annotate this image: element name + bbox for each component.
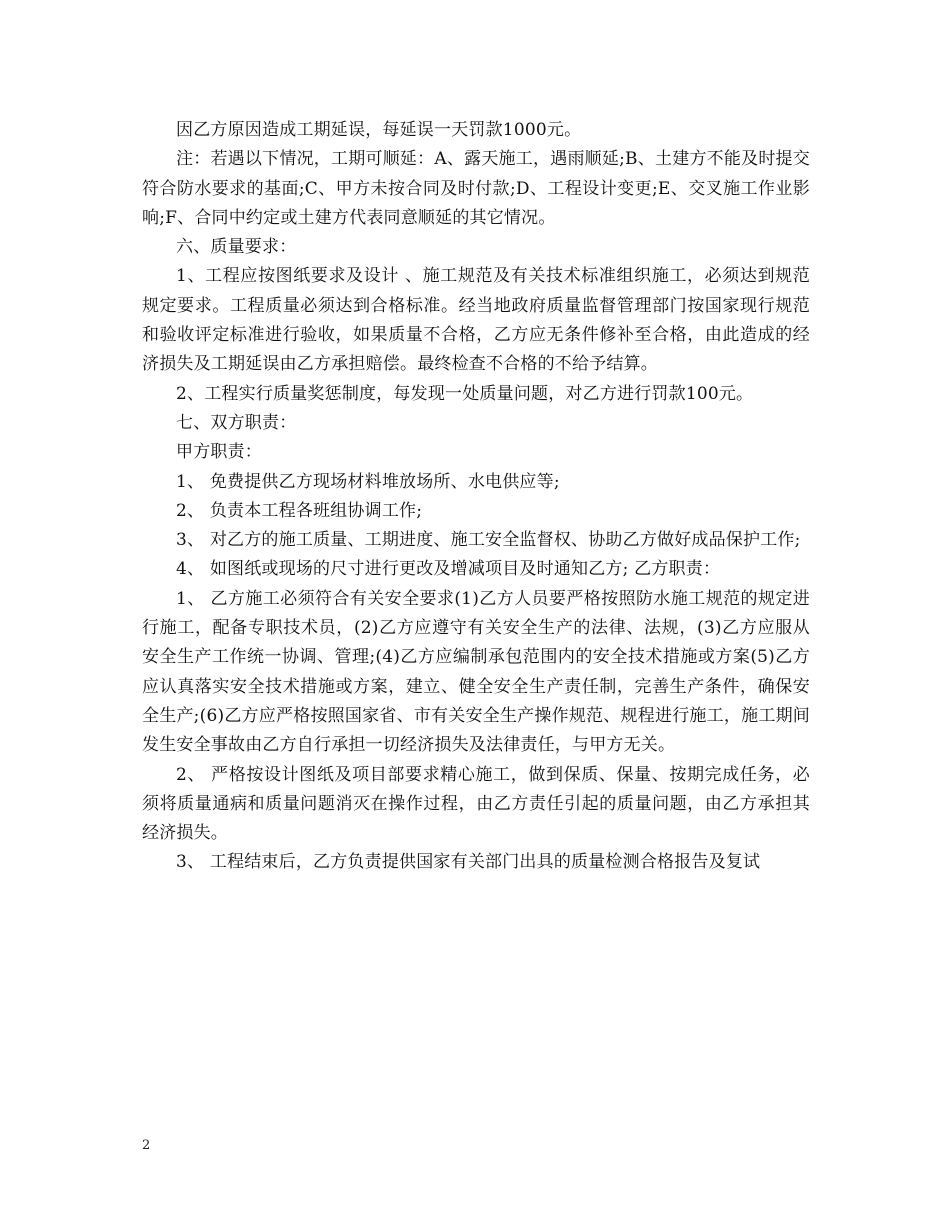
party-b-item-2: 2、 严格按设计图纸及项目部要求精心施工，做到保质、保量、按期完成任务，必须将质量通病和质量问题消灭在操作过程，由乙方责任引起的质量问题，由乙方承担其经济损失。 [142, 764, 810, 844]
document-body [142, 116, 810, 878]
subheading-party-a: 甲方职责： [176, 442, 262, 463]
paragraph-extension-note: 注：若遇以下情况，工期可顺延：A、露天施工，遇雨顺延;B、土建方不能及时提交符合防水要求的基面;C、甲方未按合同及时付款;D、工程设计变更;E、交叉施工作业影响;F、合同中约定或土建方代表同意顺延的其它情况。 [142, 149, 810, 228]
page-number: 2 [142, 1138, 151, 1153]
party-b-item-3: 3、 工程结束后，乙方负责提供国家有关部门出具的质量检测合格报告及复试 [176, 852, 761, 873]
party-a-item-1: 1、 免费提供乙方现场材料堆放场所、水电供应等; [176, 471, 560, 492]
paragraph-delay-penalty: 因乙方原因造成工期延误，每延误一天罚款1000元。 [176, 120, 582, 140]
section-heading-quality: 六、质量要求： [176, 237, 297, 258]
section-heading-responsibilities: 七、双方职责： [176, 412, 297, 433]
party-a-item-2: 2、 负责本工程各班组协调工作; [176, 500, 423, 521]
party-a-item-3: 3、 对乙方的施工质量、工期进度、施工安全监督权、协助乙方做好成品保护工作; [176, 530, 801, 551]
party-a-item-4: 4、 如图纸或现场的尺寸进行更改及增减项目及时通知乙方; 乙方职责： [176, 559, 721, 580]
paragraph-quality-2: 2、工程实行质量奖惩制度，每发现一处质量问题，对乙方进行罚款100元。 [176, 383, 754, 404]
paragraph-quality-1: 1、工程应按图纸要求及设计 、施工规范及有关技术标准组织施工，必须达到规范规定要求。工程质量必须达到合格标准。经当地政府质量监督管理部门按国家现行规范和验收评定标准进行验收，如果质量不合格，乙方应无条件修补至合格，由此造成的经济损失及工期延误由乙方承担赔偿。最终检查不合格的不给予结算。 [142, 266, 810, 375]
party-b-item-1: 1、 乙方施工必须符合有关安全要求(1)乙方人员要严格按照防水施工规范的规定进行施工，配备专职技术员，(2)乙方应遵守有关安全生产的法律、法规，(3)乙方应服从安全生产工作统一协调、管理;(4)乙方应编制承包范围内的安全技术措施或方案(5)乙方应认真落实安全技术措施或方案，建立、健全安全生产责任制，完善生产条件，确保安全生产;(6)乙方应严格按照国家省、市有关安全生产操作规范、规程进行施工，施工期间发生安全事故由乙方自行承担一切经济损失及法律责任，与甲方无关。 [142, 588, 810, 756]
